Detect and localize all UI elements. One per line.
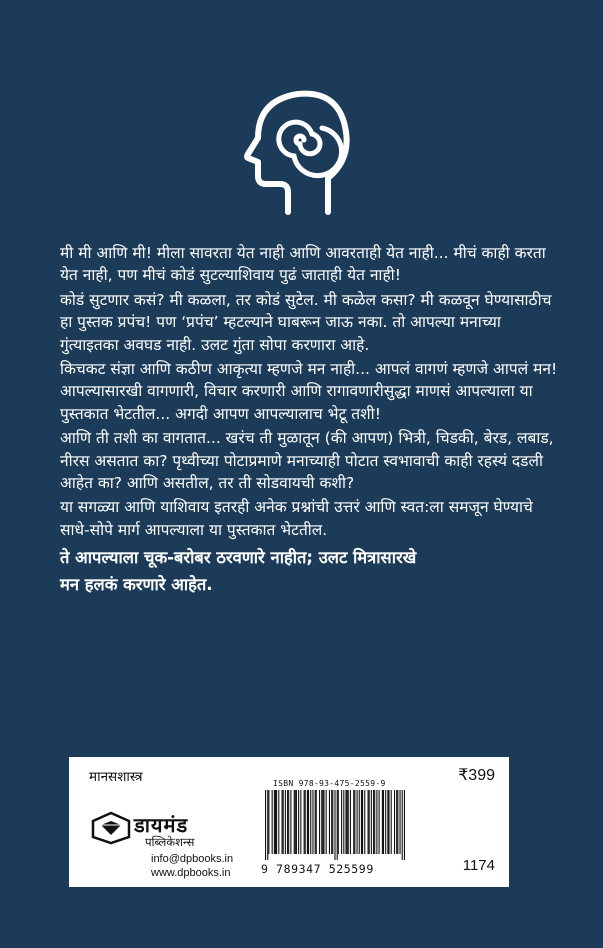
blurb-bold-line-2: मन हलकं करणारे आहेत. <box>60 575 213 595</box>
barcode-bar <box>402 790 403 860</box>
barcode-bar <box>385 790 386 854</box>
isbn-barcode <box>265 790 405 860</box>
barcode-bar <box>341 790 342 854</box>
barcode-bar <box>391 790 392 854</box>
isbn-label: ISBN 978-93-475-2559-9 <box>273 779 386 788</box>
barcode-bar <box>364 790 365 854</box>
blurb-paragraph-1: मी मी आणि मी! मीला सावरता येत नाही आणि आवरताही येत नाही... मीचं काही करता येत नाही, पण मीचं कोडं सुटल्याशिवाय पुढं जाताही येत नाही! <box>60 244 546 285</box>
barcode-bar <box>326 790 327 854</box>
barcode-bar <box>332 790 333 854</box>
blurb-paragraph-4: आणि ती तशी का वागतात... खरंच ती मुळातून (की आपण) भित्री, चिडकी, बेरड, लबाड, नीरस असतात का? पृथ्वीच्या पोटाप्रमाणे मनाच्याही पोटात स्वभावाची काही रहस्यं दडली आहेत का? आणि असतील, तर ती सोडवायची कशी? <box>60 429 554 493</box>
barcode-bar <box>298 790 299 854</box>
blurb-paragraph-5: या सगळ्या आणि याशिवाय इतरही अनेक प्रश्नांची उत्तरं आणि स्वत:ला समजून घेण्याचे साधे-सोपे मार्ग आपल्याला या पुस्तकात भेटतील. <box>60 498 533 539</box>
barcode-bar <box>337 790 338 860</box>
barcode-bar <box>397 790 398 854</box>
barcode-bar <box>348 790 349 854</box>
barcode-bar <box>350 790 351 854</box>
barcode-bar <box>396 790 397 854</box>
barcode-bar <box>357 790 358 854</box>
barcode-bar <box>288 790 289 854</box>
publisher-website: www.dpbooks.in <box>151 867 231 879</box>
barcode-bar <box>287 790 288 854</box>
price-label: ₹399 <box>458 767 495 784</box>
barcode-bar <box>345 790 346 854</box>
barcode-bar <box>373 790 374 854</box>
back-cover-blurb <box>60 242 560 599</box>
barcode-bar <box>319 790 320 854</box>
barcode-bar <box>272 790 273 854</box>
barcode-bar <box>371 790 372 854</box>
publisher-subtitle: पब्लिकेशन्स <box>145 835 195 849</box>
product-code: 1174 <box>462 857 495 874</box>
barcode-bar <box>296 790 297 854</box>
publisher-panel <box>69 757 509 887</box>
barcode-bar <box>343 790 344 854</box>
barcode-bar <box>354 790 355 854</box>
blurb-paragraph-2: कोडं सुटणार कसं? मी कळला, तर कोडं सुटेल. मी कळेल कसा? मी कळवून घेण्यासाठीच हा पुस्तक प्रपंच! पण ‘प्रपंच’ म्हटल्याने घाबरून जाऊ नका. तो आपल्या मनाच्या गुंत्याइतका अवघड नाही. उलट गुंता सोपा करणारा आहे. <box>60 290 552 354</box>
barcode-bar <box>361 790 362 854</box>
barcode-bar <box>379 790 380 854</box>
publisher-title: डायमंड <box>134 813 189 837</box>
barcode-bar <box>295 790 296 854</box>
barcode-bar <box>278 790 279 854</box>
barcode-bar <box>300 790 301 854</box>
barcode-bar <box>369 790 370 854</box>
barcode-bar <box>376 790 377 854</box>
barcode-bar <box>362 790 363 854</box>
barcode-bar <box>276 790 277 854</box>
barcode-bar <box>305 790 306 854</box>
barcode-bar <box>285 790 286 854</box>
category-label: मानसशास्त्र <box>89 769 143 785</box>
barcode-bar <box>283 790 284 854</box>
barcode-bar <box>315 790 316 854</box>
barcode-bar <box>338 790 339 854</box>
barcode-bar <box>323 790 324 854</box>
barcode-bar <box>268 790 269 854</box>
head-spiral-icon <box>230 80 370 220</box>
barcode-bar <box>307 790 308 854</box>
barcode-bar <box>308 790 309 854</box>
barcode-bar <box>353 790 354 854</box>
barcode-bar <box>347 790 348 854</box>
publisher-email: info@dpbooks.in <box>151 853 234 865</box>
barcode-bar <box>282 790 283 854</box>
barcode-bar <box>374 790 375 854</box>
barcode-bar <box>399 790 400 854</box>
barcode-bar <box>329 790 330 854</box>
barcode-bar <box>290 790 291 854</box>
barcode-bar <box>294 790 295 854</box>
blurb-paragraph-3: किचकट संज्ञा आणि कठीण आकृत्या म्हणजे मन नाही... आपलं वागणं म्हणजे आपलं मन! आपल्यासारखी वागणारी, विचार करणारी आणि रागावणारीसुद्धा माणसं आपल्याला या पुस्तकात भेटतील... अगदी आपण आपल्यालाच भेटू तशी! <box>60 360 558 423</box>
isbn-digits: 9 789347 525599 <box>261 862 374 876</box>
barcode-bar <box>388 790 389 854</box>
barcode-bar <box>322 790 323 854</box>
barcode-bar <box>394 790 395 854</box>
barcode-bar <box>312 790 313 854</box>
barcode-bar <box>387 790 388 854</box>
barcode-bar <box>368 790 369 854</box>
barcode-bar <box>267 790 268 860</box>
barcode-bar <box>310 790 311 854</box>
barcode-bar <box>274 790 275 854</box>
barcode-bar <box>304 790 305 854</box>
barcode-bar <box>359 790 360 854</box>
blurb-bold-line-1: ते आपल्याला चूक-बरोबर ठरवणारे नाहीत; उलट मित्रासारखे <box>60 548 417 568</box>
barcode-bar <box>275 790 276 854</box>
barcode-bar <box>334 790 335 860</box>
barcode-bar <box>316 790 317 854</box>
barcode-bar <box>383 790 384 854</box>
barcode-bar <box>404 790 405 860</box>
barcode-bar <box>265 790 266 860</box>
barcode-bar <box>321 790 322 854</box>
barcode-bar <box>382 790 383 854</box>
barcode-bar <box>331 790 332 854</box>
